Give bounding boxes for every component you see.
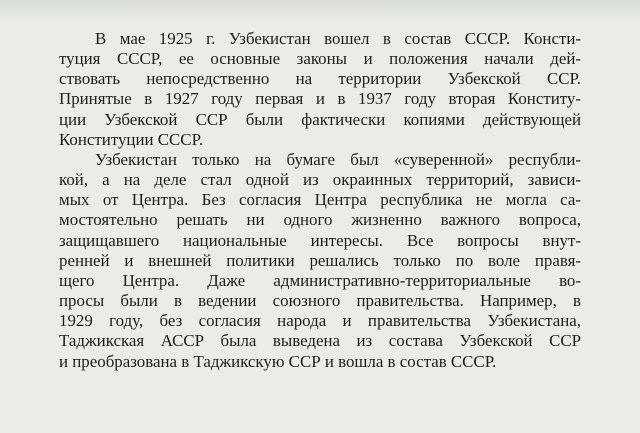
text-line: Узбекистан только на бумаге был «суверенной» республи-: [95, 149, 581, 169]
text-line: Принятые в 1927 году первая и в 1937 году вторая Конститу-: [59, 89, 581, 109]
text-line: В мае 1925 г. Узбекистан вошел в состав СССР. Консти-: [95, 29, 581, 48]
text-line: Конституции СССР.: [59, 129, 204, 149]
scan-edge: [0, 0, 640, 24]
text-line: 1929 году, без согласия народа и правительства Узбекистана,: [59, 311, 581, 331]
text-line: ствовать непосредственно на территории Узбекской ССР.: [59, 69, 581, 89]
text-line: кой, а на деле стал одной из окраинных территорий, зависи-: [59, 170, 581, 190]
text-line: мостоятельно решать ни одного жизненно важного вопроса,: [59, 210, 581, 230]
text-line: просы были в ведении союзного правительства. Например, в: [59, 291, 581, 311]
text-line: щего Центра. Даже административно-территориальные во-: [59, 270, 581, 290]
text-line: ренней и внешней политики решались только по воле правя-: [59, 250, 581, 270]
text-line: ции Узбекской ССР были фактически копиями действующей: [59, 109, 581, 129]
paragraph-2: [59, 150, 581, 372]
text-line: защищавшего национальные интересы. Все вопросы внут-: [59, 230, 581, 250]
text-line: Таджикская АССР была выведена из состава Узбекской ССР: [59, 331, 581, 351]
text-line: и преобразована в Таджикскую ССР и вошла в состав СССР.: [59, 351, 497, 371]
text-line: туция СССР, ее основные законы и положения начали дей-: [59, 49, 581, 69]
text-block: [59, 29, 581, 372]
paragraph-1: [59, 29, 581, 150]
text-line: мых от Центра. Без согласия Центра республика не могла са-: [59, 190, 581, 210]
